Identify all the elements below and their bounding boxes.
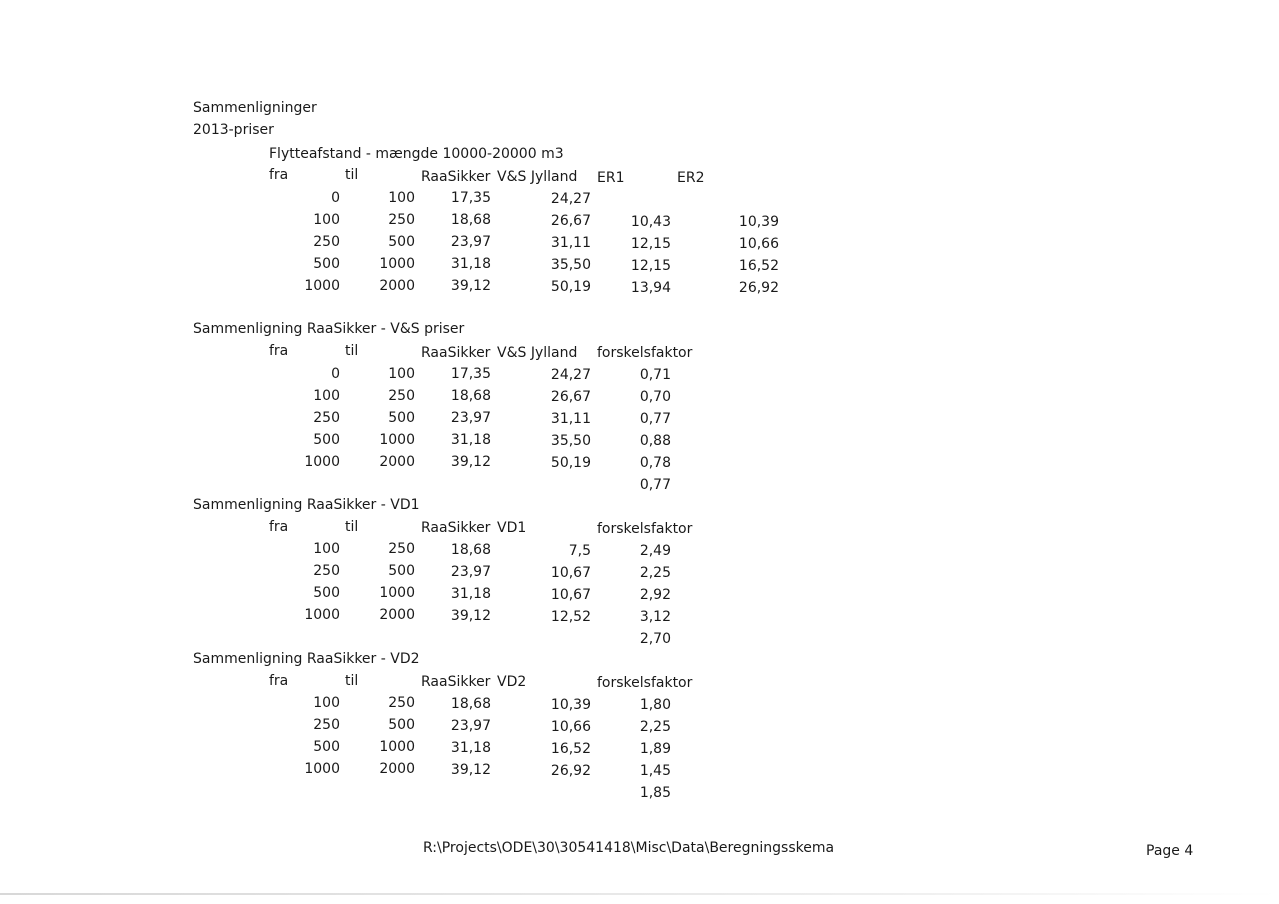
- table-cell: 12,52: [550, 609, 591, 625]
- table-cell: 0: [331, 366, 340, 382]
- table-cell: 250: [388, 695, 415, 711]
- document-subtitle: 2013-priser: [193, 122, 274, 138]
- table-cell: 2,25: [639, 565, 671, 581]
- table-cell: 7,5: [568, 543, 591, 559]
- table-cell: 31,18: [450, 432, 491, 448]
- section3-header-forskelsfaktor: forskelsfaktor: [597, 521, 693, 537]
- table-cell: 10,67: [550, 565, 591, 581]
- table-cell: 18,68: [450, 388, 491, 404]
- section1-header-er2: ER2: [677, 170, 705, 186]
- table-cell: 500: [388, 234, 415, 250]
- table-cell: 39,12: [450, 762, 491, 778]
- table-cell: 100: [313, 388, 340, 404]
- table-cell: 1000: [304, 761, 340, 777]
- section3-title: Sammenligning RaaSikker - VD1: [193, 497, 420, 513]
- section4-header-fra: fra: [269, 673, 289, 689]
- table-cell: 31,18: [450, 740, 491, 756]
- table-cell: 50,19: [550, 455, 591, 471]
- table-cell: 39,12: [450, 608, 491, 624]
- table-cell: 16,52: [738, 258, 779, 274]
- table-cell: 500: [313, 256, 340, 272]
- table-cell: 13,94: [630, 280, 671, 296]
- table-cell: 23,97: [450, 718, 491, 734]
- table-cell: 17,35: [450, 366, 491, 382]
- table-cell: 3,12: [639, 609, 671, 625]
- table-cell: 1000: [304, 607, 340, 623]
- section1-header-fra: fra: [269, 167, 289, 183]
- table-cell: 17,35: [450, 190, 491, 206]
- table-cell: 31,11: [550, 411, 591, 427]
- table-cell: 10,67: [550, 587, 591, 603]
- table-cell: 24,27: [550, 191, 591, 207]
- table-cell: 0,88: [639, 433, 671, 449]
- table-cell: 12,15: [630, 258, 671, 274]
- table-cell: 35,50: [550, 257, 591, 273]
- section1-header-vs-jylland: V&S Jylland: [497, 169, 578, 185]
- table-cell: 31,18: [450, 586, 491, 602]
- table-cell: 500: [388, 410, 415, 426]
- table-cell: 18,68: [450, 212, 491, 228]
- section1-header-raasikker: RaaSikker: [421, 169, 491, 185]
- table-cell: 26,67: [550, 389, 591, 405]
- table-cell: 100: [313, 212, 340, 228]
- section4-header-til: til: [345, 673, 359, 689]
- table-cell: 50,19: [550, 279, 591, 295]
- table-cell: 250: [388, 388, 415, 404]
- table-cell: 1000: [379, 256, 415, 272]
- table-cell: 18,68: [450, 542, 491, 558]
- table-cell: 250: [313, 563, 340, 579]
- table-cell: 100: [388, 366, 415, 382]
- table-cell: 1000: [379, 585, 415, 601]
- section2-header-fra: fra: [269, 343, 289, 359]
- table-cell: 2000: [379, 607, 415, 623]
- section3-header-vd1: VD1: [497, 520, 527, 536]
- section4-header-vd2: VD2: [497, 674, 527, 690]
- table-cell: 23,97: [450, 410, 491, 426]
- section1-header-til: til: [345, 167, 359, 183]
- table-cell: 0: [331, 190, 340, 206]
- document-title: Sammenligninger: [193, 100, 317, 116]
- table-cell: 18,68: [450, 696, 491, 712]
- table-cell: 0,77: [639, 411, 671, 427]
- section2-header-forskelsfaktor: forskelsfaktor: [597, 345, 693, 361]
- table-cell: 250: [313, 717, 340, 733]
- section3-header-raasikker: RaaSikker: [421, 520, 491, 536]
- table-cell: 1,45: [639, 763, 671, 779]
- table-cell: 2000: [379, 454, 415, 470]
- table-cell: 2000: [379, 278, 415, 294]
- table-cell: 1,80: [639, 697, 671, 713]
- table-cell: 24,27: [550, 367, 591, 383]
- table-cell: 1000: [379, 432, 415, 448]
- table-cell: 500: [313, 585, 340, 601]
- table-cell: 31,11: [550, 235, 591, 251]
- section2-average: 0,77: [639, 477, 671, 493]
- table-cell: 2,25: [639, 719, 671, 735]
- section4-average: 1,85: [639, 785, 671, 801]
- table-cell: 250: [388, 541, 415, 557]
- table-cell: 100: [388, 190, 415, 206]
- table-cell: 1000: [304, 278, 340, 294]
- section4-header-raasikker: RaaSikker: [421, 674, 491, 690]
- section2-title: Sammenligning RaaSikker - V&S priser: [193, 321, 465, 337]
- table-cell: 26,92: [550, 763, 591, 779]
- footer-file-path: R:\Projects\ODE\30\30541418\Misc\Data\Beregningsskema: [423, 840, 835, 856]
- table-cell: 35,50: [550, 433, 591, 449]
- table-cell: 250: [313, 234, 340, 250]
- table-cell: 39,12: [450, 278, 491, 294]
- footer-page-number: Page 4: [1146, 843, 1194, 859]
- scan-edge-line: [0, 893, 1279, 895]
- table-cell: 250: [313, 410, 340, 426]
- table-cell: 23,97: [450, 234, 491, 250]
- table-cell: 10,39: [738, 214, 779, 230]
- table-cell: 16,52: [550, 741, 591, 757]
- table-cell: 250: [388, 212, 415, 228]
- section2-header-raasikker: RaaSikker: [421, 345, 491, 361]
- section1-caption: Flytteafstand - mængde 10000-20000 m3: [269, 146, 564, 162]
- table-cell: 2,92: [639, 587, 671, 603]
- section3-header-til: til: [345, 519, 359, 535]
- table-cell: 2,49: [639, 543, 671, 559]
- table-cell: 500: [388, 563, 415, 579]
- section4-header-forskelsfaktor: forskelsfaktor: [597, 675, 693, 691]
- section2-header-til: til: [345, 343, 359, 359]
- section3-average: 2,70: [639, 631, 671, 647]
- table-cell: 10,43: [630, 214, 671, 230]
- table-cell: 12,15: [630, 236, 671, 252]
- table-cell: 10,66: [550, 719, 591, 735]
- table-cell: 500: [313, 739, 340, 755]
- table-cell: 10,39: [550, 697, 591, 713]
- table-cell: 1,89: [639, 741, 671, 757]
- table-cell: 1000: [304, 454, 340, 470]
- table-cell: 39,12: [450, 454, 491, 470]
- section4-title: Sammenligning RaaSikker - VD2: [193, 651, 420, 667]
- table-cell: 0,78: [639, 455, 671, 471]
- table-cell: 500: [388, 717, 415, 733]
- table-cell: 10,66: [738, 236, 779, 252]
- table-cell: 500: [313, 432, 340, 448]
- table-cell: 26,92: [738, 280, 779, 296]
- table-cell: 1000: [379, 739, 415, 755]
- table-cell: 100: [313, 541, 340, 557]
- table-cell: 23,97: [450, 564, 491, 580]
- table-cell: 0,71: [639, 367, 671, 383]
- table-cell: 0,70: [639, 389, 671, 405]
- section2-header-vs-jylland: V&S Jylland: [497, 345, 578, 361]
- section1-header-er1: ER1: [597, 170, 625, 186]
- table-cell: 26,67: [550, 213, 591, 229]
- table-cell: 100: [313, 695, 340, 711]
- section3-header-fra: fra: [269, 519, 289, 535]
- table-cell: 2000: [379, 761, 415, 777]
- table-cell: 31,18: [450, 256, 491, 272]
